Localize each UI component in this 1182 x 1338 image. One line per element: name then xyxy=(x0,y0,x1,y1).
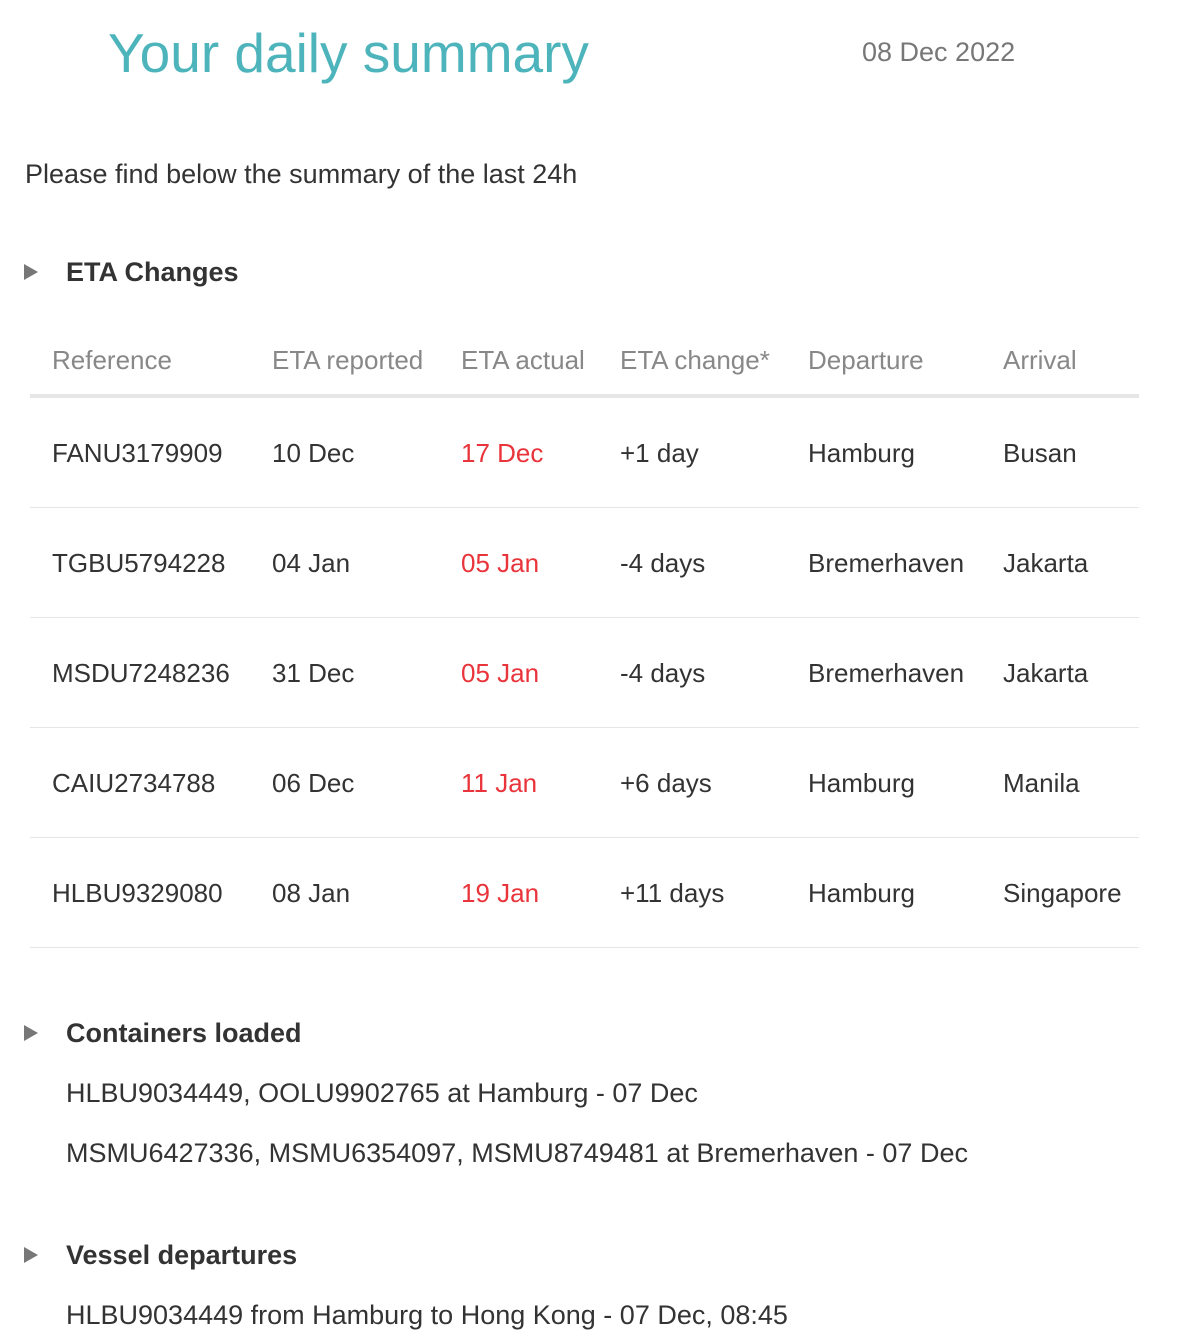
cell-eta-actual: 17 Dec xyxy=(461,438,544,468)
cell-departure: Bremerhaven xyxy=(808,658,965,688)
cell-arrival: Manila xyxy=(1003,768,1080,798)
column-header-eta-change: ETA change* xyxy=(620,345,770,375)
section-title: Containers loaded xyxy=(66,1018,302,1048)
cell-eta-reported: 08 Jan xyxy=(272,878,351,908)
cell-eta-change: +11 days xyxy=(620,878,725,908)
table-row xyxy=(30,618,1139,728)
cell-reference: CAIU2734788 xyxy=(52,768,216,798)
cell-arrival: Jakarta xyxy=(1003,658,1089,688)
cell-arrival: Busan xyxy=(1003,438,1077,468)
section-title: Vessel departures xyxy=(66,1240,298,1270)
section-containers-loaded-toggle[interactable] xyxy=(24,1016,302,1050)
cell-eta-change: -4 days xyxy=(620,658,706,688)
cell-eta-reported: 06 Dec xyxy=(272,768,355,798)
cell-reference: HLBU9329080 xyxy=(52,878,223,908)
table-row xyxy=(30,508,1139,618)
cell-reference: MSDU7248236 xyxy=(52,658,230,688)
cell-eta-actual: 19 Jan xyxy=(461,878,540,908)
cell-departure: Hamburg xyxy=(808,878,915,908)
table-row xyxy=(30,728,1139,838)
cell-departure: Bremerhaven xyxy=(808,548,965,578)
table-row xyxy=(30,398,1139,508)
cell-arrival: Singapore xyxy=(1003,878,1122,908)
column-header-arrival: Arrival xyxy=(1003,345,1077,375)
intro-text: Please find below the summary of the last 24h xyxy=(25,159,578,189)
cell-eta-actual: 05 Jan xyxy=(461,658,540,688)
containers-loaded-entry: HLBU9034449, OOLU9902765 at Hamburg - 07 Dec xyxy=(66,1078,698,1108)
triangle-right-icon xyxy=(24,1025,38,1041)
cell-arrival: Jakarta xyxy=(1003,548,1089,578)
cell-eta-reported: 10 Dec xyxy=(272,438,355,468)
vessel-departure-entry: HLBU9034449 from Hamburg to Hong Kong - 07 Dec, 08:45 xyxy=(66,1300,788,1330)
cell-departure: Hamburg xyxy=(808,438,915,468)
cell-departure: Hamburg xyxy=(808,768,915,798)
report-date: 08 Dec 2022 xyxy=(862,37,1016,67)
section-eta-changes-toggle[interactable] xyxy=(24,255,239,289)
section-vessel-departures-toggle[interactable] xyxy=(24,1238,297,1272)
triangle-right-icon xyxy=(24,264,38,280)
cell-eta-actual: 05 Jan xyxy=(461,548,540,578)
table-header xyxy=(30,324,1139,398)
cell-eta-change: -4 days xyxy=(620,548,706,578)
column-header-departure: Departure xyxy=(808,345,924,375)
cell-eta-reported: 31 Dec xyxy=(272,658,355,688)
cell-eta-actual: 11 Jan xyxy=(461,768,538,798)
column-header-eta-actual: ETA actual xyxy=(461,345,585,375)
cell-reference: TGBU5794228 xyxy=(52,548,226,578)
eta-changes-table xyxy=(30,324,1139,948)
containers-loaded-entry: MSMU6427336, MSMU6354097, MSMU8749481 at Bremerhaven - 07 Dec xyxy=(66,1138,968,1168)
column-header-eta-reported: ETA reported xyxy=(272,345,424,375)
section-title: ETA Changes xyxy=(66,257,239,287)
cell-reference: FANU3179909 xyxy=(52,438,223,468)
table-row xyxy=(30,838,1139,948)
triangle-right-icon xyxy=(24,1247,38,1263)
cell-eta-reported: 04 Jan xyxy=(272,548,351,578)
cell-eta-change: +1 day xyxy=(620,438,699,468)
page-title: Your daily summary xyxy=(108,22,589,84)
cell-eta-change: +6 days xyxy=(620,768,712,798)
column-header-reference: Reference xyxy=(52,345,172,375)
